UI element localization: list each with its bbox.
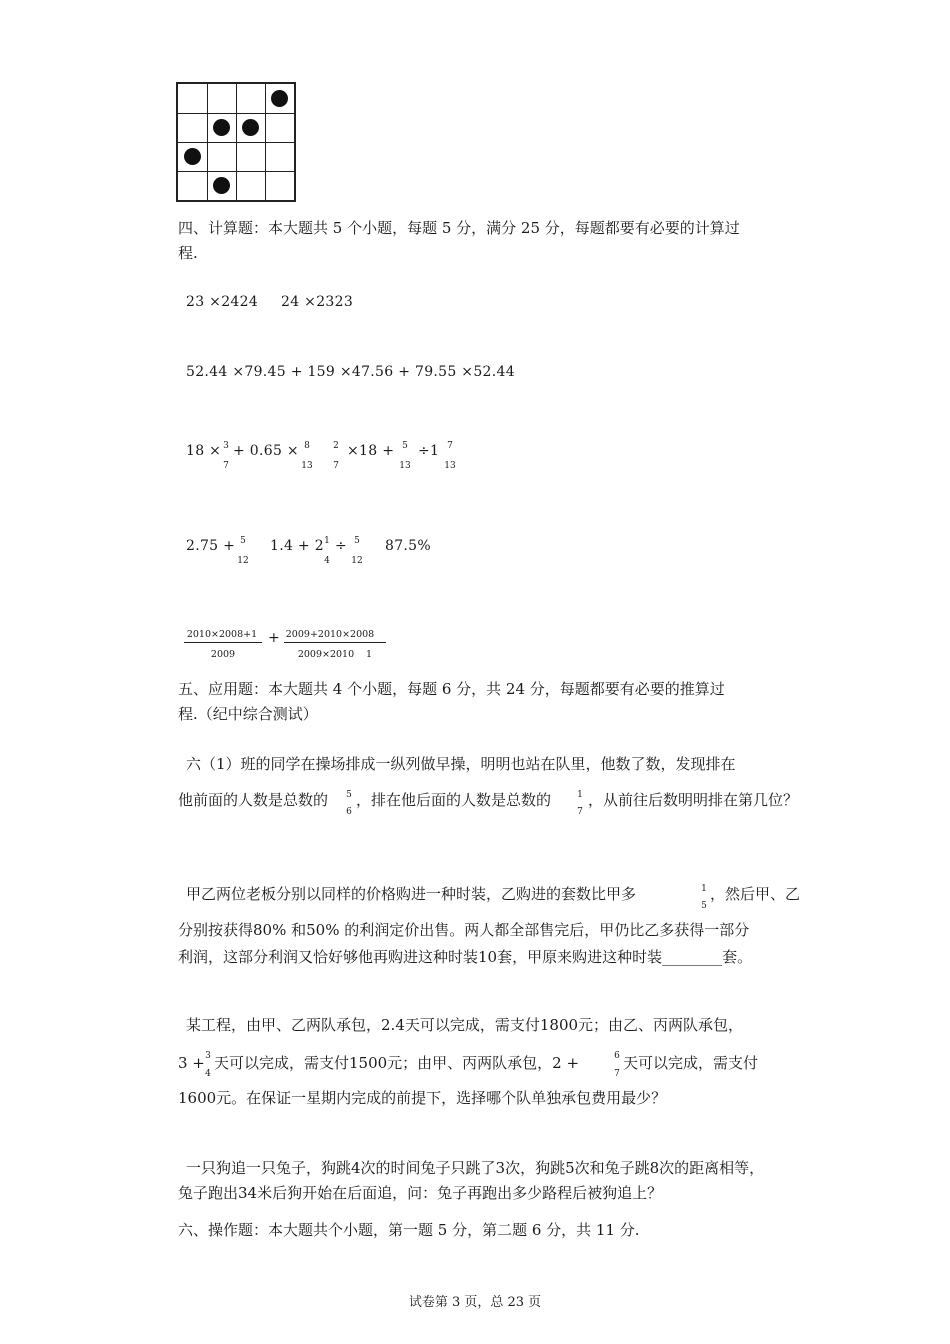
q4-3-frac3-den: 7 [333, 461, 339, 471]
q5-2-line1a: 甲乙两位老板分别以同样的价格购进一种时装，乙购进的套数比甲多 [186, 885, 637, 903]
q5-1-frac2-den: 7 [577, 807, 583, 817]
q4-4-frac3-num: 5 [354, 536, 360, 546]
grid-dot [242, 119, 259, 136]
q4-3-frac3-num: 2 [333, 441, 339, 451]
q4-5-frac2-num: 2009+2010×2008 [285, 629, 375, 640]
q5-1-line2b: ，排在他后面的人数是总数的 [356, 791, 552, 809]
grid-dot [213, 119, 230, 136]
dot-grid-figure [176, 82, 296, 202]
q5-2-line1b: ，然后甲、乙 [710, 885, 801, 903]
q4-3-frac2-num: 8 [304, 441, 310, 451]
section4-heading-line2: 程. [178, 244, 198, 262]
q4-2-expr: 52.44 ×79.45 + 159 ×47.56 + 79.55 ×52.44 [186, 364, 515, 380]
section5-heading-line1: 五、应用题：本大题共 4 个小题，每题 6 分，共 24 分，每题都要有必要的推算过 [178, 680, 725, 698]
q5-1-line2a: 他前面的人数是总数的 [178, 791, 329, 809]
grid-line-horizontal [178, 142, 294, 143]
q5-1-frac1-den: 6 [346, 807, 352, 817]
q5-3-line2a: 3 + [178, 1054, 205, 1072]
grid-dot [213, 177, 230, 194]
q5-3-line3: 1600元。在保证一星期内完成的前提下，选择哪个队单独承包费用最少？ [178, 1089, 667, 1107]
q5-1-frac2-num: 1 [577, 790, 583, 800]
q4-4-part3: ÷ [335, 538, 348, 554]
q4-1-expr-b: 24 ×2323 [281, 294, 354, 310]
q4-1-expr-a: 23 ×2424 [186, 294, 259, 310]
q4-5-frac2-den: 2009×2010 [297, 649, 355, 660]
q4-4-frac2-num: 1 [324, 536, 330, 546]
q5-3-line2c: 天可以完成，需支付 [623, 1054, 759, 1072]
q4-4-frac3-den: 12 [351, 556, 363, 566]
q4-4-part2: 1.4 + 2 [270, 538, 324, 554]
q4-3-frac1-den: 7 [223, 461, 229, 471]
q5-3-line2b: 天可以完成，需支付1500元；由甲、丙两队承包，2 + [214, 1054, 580, 1072]
q5-4-line1: 一只狗追一只兔子，狗跳4次的时间兔子只跳了3次，狗跳5次和兔子跳8次的距离相等， [186, 1159, 765, 1177]
q5-3-frac1-den: 4 [205, 1069, 211, 1079]
q4-3-part4: ÷1 [418, 443, 440, 459]
q5-1-line2c: ，从前往后数明明排在第几位？ [588, 791, 799, 809]
q4-4-frac2-den: 4 [324, 556, 330, 566]
section6-heading: 六、操作题：本大题共个小题，第一题 5 分，第二题 6 分，共 11 分. [178, 1221, 640, 1239]
q5-3-line1: 某工程，由甲、乙两队承包，2.4天可以完成，需支付1800元；由乙、丙两队承包， [186, 1016, 744, 1034]
q4-5-frac1-den: 2009 [210, 649, 236, 660]
grid-dot [271, 90, 288, 107]
q4-4-frac1-den: 12 [237, 556, 249, 566]
q4-3-part3: ×18 + [347, 443, 395, 459]
q4-3-frac1-num: 3 [223, 441, 229, 451]
q4-5-frac2-bar [284, 642, 386, 643]
page-footer: 试卷第 3 页，总 23 页 [408, 1295, 542, 1310]
q5-3-frac1-num: 3 [205, 1051, 211, 1061]
q5-2-frac-num: 1 [701, 884, 707, 894]
q5-2-line3: 利润，这部分利润又恰好够他再购进这种时装10套，甲原来购进这种时装________套。 [178, 948, 753, 966]
q4-3-frac5-den: 13 [444, 461, 456, 471]
q4-3-part2: + 0.65 × [233, 443, 299, 459]
q4-3-frac5-num: 7 [447, 441, 453, 451]
q4-5-frac2-den-b: 1 [365, 649, 373, 660]
q5-2-frac-den: 5 [701, 901, 707, 911]
q5-2-line2: 分别按获得80% 和50% 的利润定价出售。两人都全部售完后，甲仍比乙多获得一部分 [178, 921, 750, 939]
q4-3-frac4-den: 13 [399, 461, 411, 471]
q4-3-frac2-den: 13 [301, 461, 313, 471]
q5-3-frac2-num: 6 [614, 1051, 620, 1061]
q4-3-part1: 18 × [186, 443, 222, 459]
q5-1-frac1-num: 5 [346, 790, 352, 800]
grid-dot [184, 148, 201, 165]
q5-1-line1: 六（1）班的同学在操场排成一纵列做早操，明明也站在队里，他数了数，发现排在 [186, 755, 736, 773]
q4-4-part1: 2.75 + [186, 538, 236, 554]
q5-3-frac2-den: 7 [614, 1069, 620, 1079]
q4-5-frac1-num: 2010×2008+1 [186, 629, 258, 640]
q4-3-frac4-num: 5 [402, 441, 408, 451]
q5-4-line2: 兔子跑出34米后狗开始在后面追，问：兔子再跑出多少路程后被狗追上？ [178, 1184, 663, 1202]
q4-5-plus: + [268, 630, 281, 646]
section5-heading-line2: 程.（纪中综合测试） [178, 705, 318, 723]
grid-line-horizontal [178, 113, 294, 114]
grid-line-horizontal [178, 171, 294, 172]
q4-4-frac1-num: 5 [240, 536, 246, 546]
q4-4-part4: 87.5% [385, 538, 431, 554]
section4-heading-line1: 四、计算题：本大题共 5 个小题，每题 5 分，满分 25 分，每题都要有必要的计算过 [178, 219, 740, 237]
q4-5-frac1-bar [184, 642, 262, 643]
